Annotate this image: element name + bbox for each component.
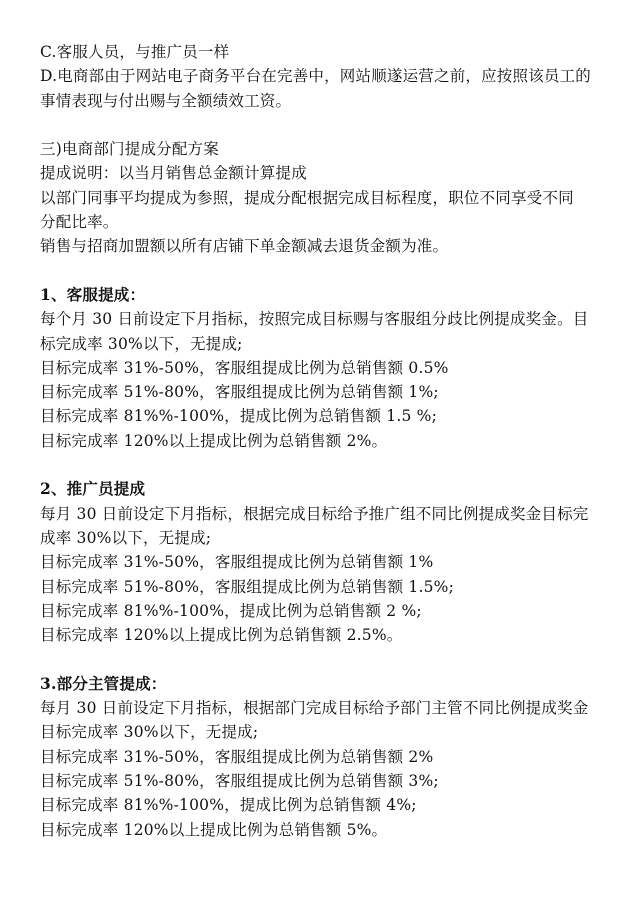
section3-rule2: 销售与招商加盟额以所有店铺下单金额减去退货金额为准。 (40, 237, 449, 256)
promo-heading: 2、推广员提成 (40, 479, 146, 499)
mgr-line3: 目标完成率 31%-50%，客服组提成比例为总销售额 2% (40, 747, 434, 766)
cs-line3: 目标完成率 31%-50%，客服组提成比例为总销售额 0.5% (40, 358, 449, 377)
promo-line1: 每月 30 日前设定下月指标，根据完成目标给予推广组不同比例提成奖金目标完 (40, 504, 589, 523)
section3-rule1-line1: 以部门同事平均提成为参照，提成分配根据完成目标程度，职位不同享受不同 (40, 188, 574, 207)
spacer (40, 113, 612, 137)
mgr-line1: 每月 30 日前设定下月指标，根据部门完成目标给予部门主管不同比例提成奖金 (40, 699, 589, 718)
paragraph-d-line2: 事情表现与付出赐与全额绩效工资。 (40, 91, 292, 110)
section3-rule1-line2: 分配比率。 (40, 213, 119, 232)
cs-line6: 目标完成率 120%以上提成比例为总销售额 2%。 (40, 431, 388, 450)
cs-heading: 1、客服提成： (40, 284, 146, 304)
promo-line6: 目标完成率 120%以上提成比例为总销售额 2.5%。 (40, 626, 403, 645)
spacer (40, 259, 612, 283)
spacer (40, 453, 612, 477)
mgr-heading: 3.部分主管提成： (40, 673, 167, 693)
mgr-line2: 目标完成率 30%以下，无提成; (40, 723, 259, 742)
cs-line2: 标完成率 30%以下，无提成; (40, 334, 243, 353)
spacer (40, 647, 612, 671)
promo-line3: 目标完成率 31%-50%，客服组提成比例为总销售额 1% (40, 553, 434, 572)
paragraph-c: C.客服人员，与推广员一样 (40, 43, 230, 61)
mgr-line6: 目标完成率 120%以上提成比例为总销售额 5%。 (40, 820, 388, 839)
paragraph-d-line1: D.电商部由于网站电子商务平台在完善中，网站顺遂运营之前，应按照该员工的 (40, 67, 592, 86)
promo-line2: 成率 30%以下，无提成; (40, 528, 212, 547)
cs-line1: 每个月 30 日前设定下月指标，按照完成目标赐与客服组分歧比例提成奖金。目 (40, 310, 589, 329)
promo-line5: 目标完成率 81%%-100%，提成比例为总销售额 2 %; (40, 601, 422, 620)
document-page (40, 40, 612, 842)
section3-explain: 提成说明：以当月销售总金额计算提成 (40, 164, 307, 183)
cs-line5: 目标完成率 81%%-100%，提成比例为总销售额 1.5 %; (40, 407, 438, 426)
section3-title: 三)电商部门提成分配方案 (40, 140, 219, 159)
promo-line4: 目标完成率 51%-80%，客服组提成比例为总销售额 1.5%; (40, 577, 454, 596)
mgr-line5: 目标完成率 81%%-100%，提成比例为总销售额 4%; (40, 796, 417, 815)
cs-line4: 目标完成率 51%-80%，客服组提成比例为总销售额 1%; (40, 383, 439, 402)
mgr-line4: 目标完成率 51%-80%，客服组提成比例为总销售额 3%; (40, 771, 439, 790)
